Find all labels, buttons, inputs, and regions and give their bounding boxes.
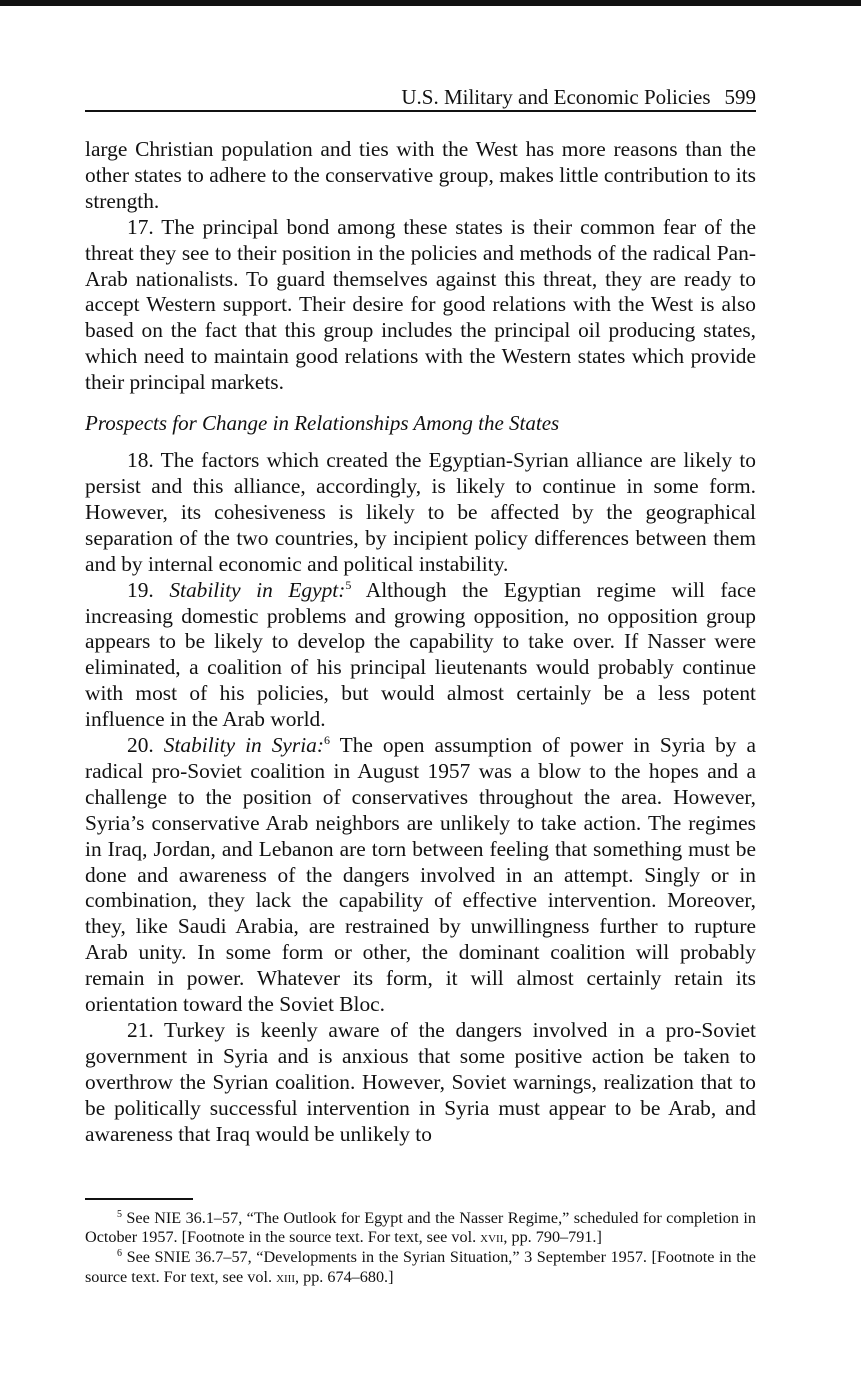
footnote-ref-5: 5	[345, 577, 352, 592]
paragraph-20	[85, 733, 756, 1018]
paragraph-20-lead: Stability in Syria:	[163, 733, 325, 758]
paragraph-19-lead: Stability in Egypt:	[169, 577, 346, 602]
footnote-5-text-b: , pp. 790–791.]	[503, 1228, 602, 1247]
main-text	[85, 137, 756, 1148]
page-number: 599	[724, 85, 756, 109]
footnote-ref-6: 6	[324, 733, 331, 748]
footnote-6-text-a: See SNIE 36.7–57, “Developments in the Syrian Situation,” 3 September 1957. [Footnote in the source text. For text, see vol.	[85, 1248, 756, 1286]
paragraph-20-text: The open assumption of power in Syria by a radical pro-Soviet coalition in August 1957 was a blow to the hopes and a challenge to the position of conservatives throughout the area. However, Syria’s conservative Arab neighbors are unlikely to take action. The regimes in Iraq, Jordan, and Lebanon are torn between feeling that something must be done and awareness of the dangers involved in an attempt. Singly or in combination, they lack the capability of effective intervention. Moreover, they, like Saudi Arabia, are restrained by unwillingness further to rupture Arab unity. In some form or other, the dominant coalition will probably remain in power. Whatever its form, it will almost certainly retain its orientation toward the Soviet Bloc.	[85, 733, 756, 1017]
footnote-5-mark: 5	[117, 1209, 122, 1220]
paragraph-17: 17. The principal bond among these states is their common fear of the threat they see to their position in the policies and methods of the radical Pan-Arab nationalists. To guard themselves against this threat, they are ready to accept Western support. Their desire for good relations with the West is also based on the fact that this group includes the principal oil producing states, which need to maintain good relations with the Western states which provide their principal markets.	[85, 214, 756, 395]
footnote-5-text-a: See NIE 36.1–57, “The Outlook for Egypt and the Nasser Regime,” scheduled for completion in October 1957. [Footnote in the source text. For text, see vol.	[85, 1209, 756, 1247]
paragraph-continued: large Christian population and ties with the West has more reasons than the other states to adhere to the conservative group, makes little contribution to its strength.	[85, 137, 756, 213]
paragraph-20-number: 20.	[127, 733, 154, 758]
footnote-6-volume: xiii	[276, 1267, 295, 1286]
footnotes	[85, 1209, 756, 1288]
footnote-6-text-b: , pp. 674–680.]	[295, 1267, 394, 1286]
footnote-5-volume: xvii	[480, 1228, 504, 1247]
running-header	[85, 84, 756, 112]
paragraph-21: 21. Turkey is keenly aware of the dangers involved in a pro-Soviet government in Syria and is anxious that some positive action be taken to overthrow the Syrian coalition. However, Soviet warnings, realization that to be politically successful intervention in Syria must appear to be Arab, and awareness that Iraq would be unlikely to	[85, 1018, 756, 1146]
paragraph-18: 18. The factors which created the Egyptian-Syrian alliance are likely to persist and this alliance, accordingly, is likely to continue in some form. However, its cohesiveness is likely to be affected by the geographical separation of the two countries, by incipient policy differences between them and by internal economic and political instability.	[85, 448, 756, 576]
section-heading: Prospects for Change in Relationships Among the States	[85, 411, 560, 436]
paragraph-19	[85, 578, 756, 733]
footnote-6-mark: 6	[117, 1248, 122, 1260]
paragraph-19-text: Although the Egyptian regime will face increasing domestic problems and growing opposition, no opposition group appears to be likely to develop the capability to take over. If Nasser were eliminated, a coalition of his principal lieutenants would probably continue with most of his policies, but would almost certainly be a less potent influence in the Arab world.	[85, 577, 756, 732]
footnote-6	[85, 1248, 756, 1286]
footnote-5	[85, 1209, 756, 1247]
running-title: U.S. Military and Economic Policies	[401, 85, 711, 109]
scan-top-border	[0, 0, 861, 6]
paragraph-19-number: 19.	[127, 577, 154, 602]
footnote-separator	[85, 1198, 193, 1200]
